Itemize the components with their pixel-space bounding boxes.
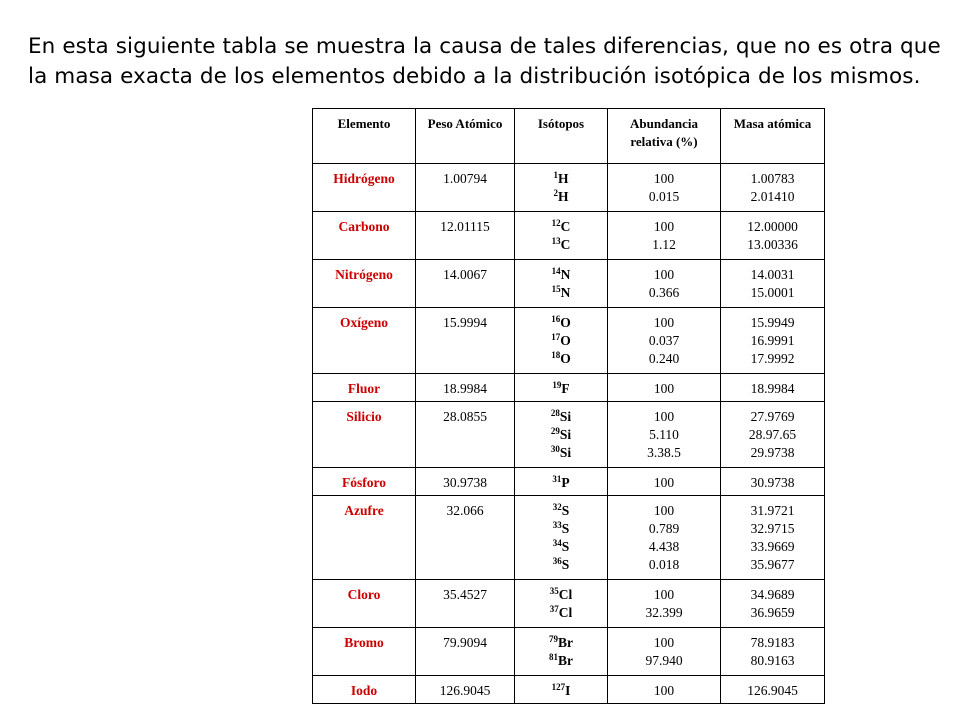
atomic-weight-cell: 79.9094 [416,628,515,676]
atomic-mass-cell [721,676,825,704]
abundance-value: 100 [653,409,675,424]
isotope-mass-number: 79 [549,634,558,644]
atomic-mass-value: 32.9715 [750,521,795,536]
atomic-mass-value: 16.9991 [750,333,795,348]
atomic-mass-value: 78.9183 [750,635,795,650]
table-row [313,628,825,676]
isotope-mass-number: 32 [552,502,562,512]
element-name-cell: Cloro [313,580,416,628]
isotope-label [519,520,603,538]
atomic-weight-cell: 32.066 [416,496,515,580]
atomic-weight-cell: 1.00794 [416,164,515,212]
isotope-symbol: P [561,475,570,490]
isotope-mass-number: 29 [550,426,560,436]
abundance-value: 0.015 [648,189,680,204]
isotope-mass-number: 14 [551,266,561,276]
abundance-cell [608,676,721,704]
table-header-row [313,109,825,164]
isotope-label [519,426,603,444]
isotopes-cell [515,260,608,308]
atomic-weight-cell: 12.01115 [416,212,515,260]
abundance-value: 0.018 [648,557,680,572]
abundance-cell [608,496,721,580]
element-name-cell: Iodo [313,676,416,704]
isotope-symbol: Cl [558,587,573,602]
atomic-mass-cell [721,580,825,628]
table-row [313,212,825,260]
isotope-symbol: Si [559,427,572,442]
isotopes-cell [515,402,608,468]
abundance-value: 100 [653,503,675,518]
atomic-mass-cell [721,402,825,468]
isotope-symbol: Br [558,635,573,650]
isotope-mass-number: 16 [551,314,561,324]
abundance-value: 3.38.5 [647,445,681,460]
isotope-table [312,108,825,704]
isotope-label [519,604,603,622]
atomic-mass-cell [721,468,825,496]
isotopes-cell [515,164,608,212]
atomic-mass-value: 27.9769 [750,409,795,424]
abundance-value: 100 [653,381,675,396]
table-row [313,308,825,374]
isotope-label [519,188,603,206]
isotope-symbol: H [557,189,569,204]
atomic-mass-value: 35.9677 [750,557,795,572]
isotopes-cell [515,496,608,580]
isotope-symbol: Cl [558,605,573,620]
atomic-mass-cell [721,260,825,308]
element-name-cell: Nitrógeno [313,260,416,308]
abundance-value: 100 [653,587,675,602]
table-row [313,468,825,496]
atomic-mass-value: 17.9992 [750,351,795,366]
isotope-mass-number: 1 [553,170,558,180]
abundance-cell [608,468,721,496]
header-abundancia: Abundancia relativa (%) [608,109,721,164]
abundance-value: 0.240 [648,351,680,366]
atomic-mass-value: 13.00336 [747,237,798,252]
isotopes-cell [515,468,608,496]
atomic-mass-value: 36.9659 [750,605,795,620]
isotope-symbol: I [565,683,571,698]
isotope-symbol: Si [559,409,572,424]
atomic-mass-value: 1.00783 [750,171,795,186]
isotope-mass-number: 127 [551,682,566,692]
isotope-symbol: H [557,171,569,186]
abundance-cell [608,628,721,676]
table-body [313,164,825,704]
isotope-symbol: C [560,237,571,252]
isotope-symbol: F [561,381,570,396]
table-row [313,580,825,628]
atomic-mass-value: 28.97.65 [748,427,797,442]
abundance-cell [608,164,721,212]
table-row [313,164,825,212]
isotope-label [519,314,603,332]
isotope-symbol: Br [558,653,573,668]
header-elemento: Elemento [313,109,416,164]
atomic-mass-value: 34.9689 [750,587,795,602]
table-row [313,260,825,308]
isotope-label [519,266,603,284]
atomic-mass-value: 29.9738 [750,445,795,460]
isotopes-cell [515,580,608,628]
atomic-mass-cell [721,496,825,580]
atomic-mass-value: 15.9949 [750,315,795,330]
atomic-mass-value: 126.9045 [747,683,798,698]
isotope-label [519,502,603,520]
element-name-cell: Carbono [313,212,416,260]
abundance-value: 1.12 [652,237,676,252]
abundance-value: 32.399 [645,605,683,620]
element-name-cell: Silicio [313,402,416,468]
abundance-value: 0.789 [648,521,680,536]
atomic-mass-cell [721,212,825,260]
abundance-cell [608,374,721,402]
isotope-label [519,556,603,574]
isotope-symbol: O [560,333,571,348]
abundance-cell [608,580,721,628]
atomic-mass-cell [721,374,825,402]
isotope-symbol: O [560,351,571,366]
abundance-value: 100 [653,315,675,330]
header-masa-atomica: Masa atómica [721,109,825,164]
atomic-weight-cell: 30.9738 [416,468,515,496]
isotope-symbol: S [561,503,570,518]
abundance-value: 100 [653,219,675,234]
isotope-symbol: N [560,267,571,282]
abundance-cell [608,260,721,308]
isotope-mass-number: 2 [553,188,558,198]
table-row [313,496,825,580]
isotope-symbol: O [560,315,571,330]
abundance-value: 5.110 [649,427,679,442]
atomic-weight-cell: 126.9045 [416,676,515,704]
abundance-value: 0.037 [648,333,680,348]
isotope-mass-number: 31 [552,474,562,484]
abundance-value: 0.366 [648,285,680,300]
isotope-label [519,474,603,492]
element-name-cell: Hidrógeno [313,164,416,212]
isotope-mass-number: 35 [549,586,559,596]
abundance-cell [608,402,721,468]
isotope-label [519,350,603,368]
isotope-mass-number: 36 [552,556,562,566]
table-row [313,402,825,468]
isotope-label [519,380,603,398]
atomic-mass-value: 31.9721 [750,503,795,518]
isotope-label [519,538,603,556]
element-name-cell: Azufre [313,496,416,580]
element-name-cell: Fluor [313,374,416,402]
isotopes-cell [515,628,608,676]
abundance-value: 100 [653,635,675,650]
isotope-mass-number: 13 [551,236,561,246]
abundance-value: 100 [653,171,675,186]
atomic-mass-value: 33.9669 [750,539,795,554]
isotope-symbol: N [560,285,571,300]
atomic-mass-value: 30.9738 [750,475,795,490]
atomic-mass-value: 15.0001 [750,285,795,300]
isotopes-cell [515,308,608,374]
isotope-mass-number: 30 [550,444,560,454]
isotope-label [519,408,603,426]
isotope-symbol: S [561,557,570,572]
isotope-symbol: S [561,521,570,536]
atomic-mass-value: 80.9163 [750,653,795,668]
atomic-weight-cell: 18.9984 [416,374,515,402]
atomic-mass-value: 18.9984 [750,381,795,396]
element-name-cell: Oxígeno [313,308,416,374]
isotope-label [519,170,603,188]
atomic-weight-cell: 35.4527 [416,580,515,628]
atomic-weight-cell: 14.0067 [416,260,515,308]
atomic-mass-value: 14.0031 [750,267,795,282]
isotope-label [519,586,603,604]
atomic-mass-cell [721,628,825,676]
header-peso-atomico: Peso Atómico [416,109,515,164]
isotope-mass-number: 34 [552,538,562,548]
abundance-value: 100 [653,267,675,282]
isotope-mass-number: 15 [551,284,561,294]
atomic-mass-cell [721,164,825,212]
element-name-cell: Fósforo [313,468,416,496]
isotopes-cell [515,212,608,260]
intro-paragraph: En esta siguiente tabla se muestra la causa de tales diferencias, que no es otra que la masa exacta de los elementos debido a la distribución isotópica de los mismos. [28,34,941,89]
isotope-label [519,236,603,254]
abundance-cell [608,212,721,260]
table-row [313,676,825,704]
isotope-mass-number: 81 [549,652,558,662]
isotope-label [519,634,603,652]
abundance-value: 4.438 [648,539,680,554]
isotope-label [519,444,603,462]
atomic-mass-cell [721,308,825,374]
abundance-value: 100 [653,475,675,490]
atomic-mass-value: 2.01410 [750,189,795,204]
abundance-value: 97.940 [645,653,683,668]
isotope-symbol: S [561,539,570,554]
atomic-weight-cell: 15.9994 [416,308,515,374]
isotope-mass-number: 17 [551,332,561,342]
atomic-weight-cell: 28.0855 [416,402,515,468]
abundance-cell [608,308,721,374]
header-isotopos: Isótopos [515,109,608,164]
isotope-mass-number: 28 [550,408,560,418]
isotope-symbol: Si [559,445,572,460]
isotope-label [519,332,603,350]
isotope-mass-number: 37 [549,604,559,614]
isotope-label [519,652,603,670]
element-name-cell: Bromo [313,628,416,676]
abundance-value: 100 [653,683,675,698]
isotope-label [519,218,603,236]
isotopes-cell [515,374,608,402]
isotope-label [519,682,603,700]
isotope-mass-number: 18 [551,350,561,360]
isotope-mass-number: 19 [552,380,562,390]
isotope-label [519,284,603,302]
atomic-mass-value: 12.00000 [747,219,798,234]
isotope-mass-number: 33 [552,520,562,530]
isotope-symbol: C [560,219,571,234]
isotope-mass-number: 12 [551,218,561,228]
table-row [313,374,825,402]
isotopes-cell [515,676,608,704]
